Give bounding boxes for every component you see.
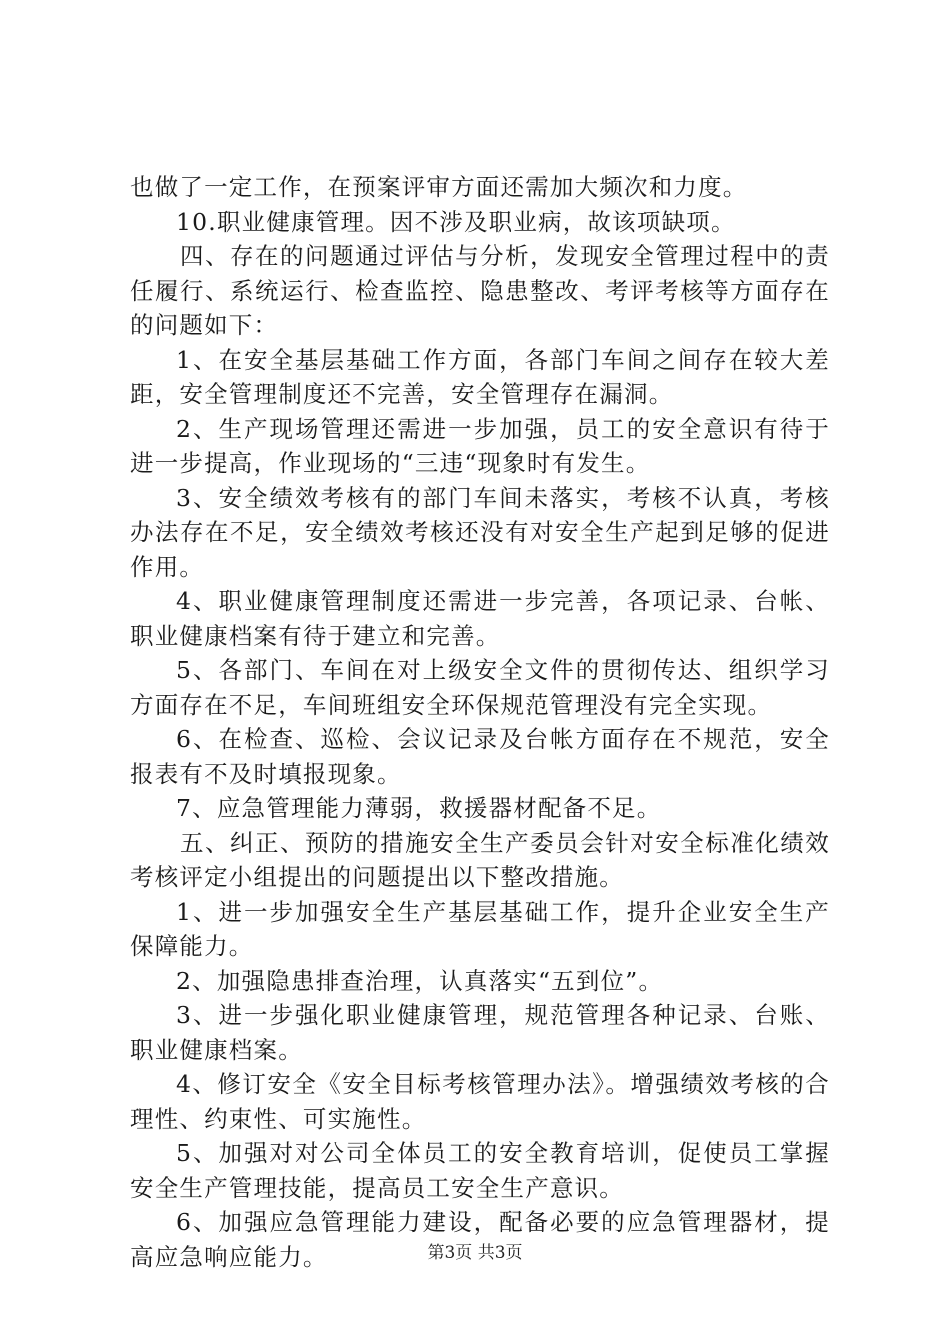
list-item-paragraph: 2、生产现场管理还需进一步加强，员工的安全意识有待于进一步提高，作业现场的“三违“现象时有发生。 (130, 414, 830, 477)
list-item-paragraph: 5、各部门、车间在对上级安全文件的贯彻传达、组织学习方面存在不足，车间班组安全环保规范管理没有完全实现。 (130, 656, 830, 719)
list-item-paragraph: 2、加强隐患排查治理，认真落实“五到位”。 (176, 966, 664, 995)
page-footer: 第3页 共3页 (427, 1243, 523, 1263)
list-item-paragraph: 1、进一步加强安全生产基层基础工作，提升企业安全生产保障能力。 (130, 897, 830, 960)
list-item-paragraph: 7、应急管理能力薄弱，救援器材配备不足。 (176, 794, 662, 822)
list-item-paragraph: 6、在检查、巡检、会议记录及台帐方面存在不规范，安全报表有不及时填报现象。 (130, 725, 830, 788)
list-item-paragraph: 6、加强应急管理能力建设，配备必要的应急管理器材，提高应急响应能力。 (130, 1208, 830, 1271)
continued-paragraph: 也做了一定工作，在预案评审方面还需加大频次和力度。 (130, 173, 748, 201)
section-heading-paragraph: 四、存在的问题通过评估与分析，发现安全管理过程中的责任履行、系统运行、检查监控、隐患整改、考评考核等方面存在的问题如下： (130, 242, 830, 339)
list-item-paragraph: 10.职业健康管理。因不涉及职业病，故该项缺项。 (176, 207, 736, 236)
document-body (130, 170, 830, 1274)
list-item-paragraph: 3、进一步强化职业健康管理，规范管理各种记录、台账、职业健康档案。 (130, 1001, 830, 1064)
list-item-paragraph: 4、修订安全《安全目标考核管理办法》。增强绩效考核的合理性、约束性、可实施性。 (130, 1070, 830, 1133)
list-item-paragraph: 1、在安全基层基础工作方面，各部门车间之间存在较大差距，安全管理制度还不完善，安全管理存在漏洞。 (130, 345, 830, 408)
list-item-paragraph: 5、加强对对公司全体员工的安全教育培训，促使员工掌握安全生产管理技能，提高员工安全生产意识。 (130, 1139, 830, 1202)
list-item-paragraph: 4、职业健康管理制度还需进一步完善，各项记录、台帐、职业健康档案有待于建立和完善。 (130, 587, 830, 650)
list-item-paragraph: 3、安全绩效考核有的部门车间未落实，考核不认真，考核办法存在不足，安全绩效考核还没有对安全生产起到足够的促进作用。 (130, 483, 830, 581)
section-heading-paragraph: 五、纠正、预防的措施安全生产委员会针对安全标准化绩效考核评定小组提出的问题提出以下整改措施。 (130, 828, 830, 891)
